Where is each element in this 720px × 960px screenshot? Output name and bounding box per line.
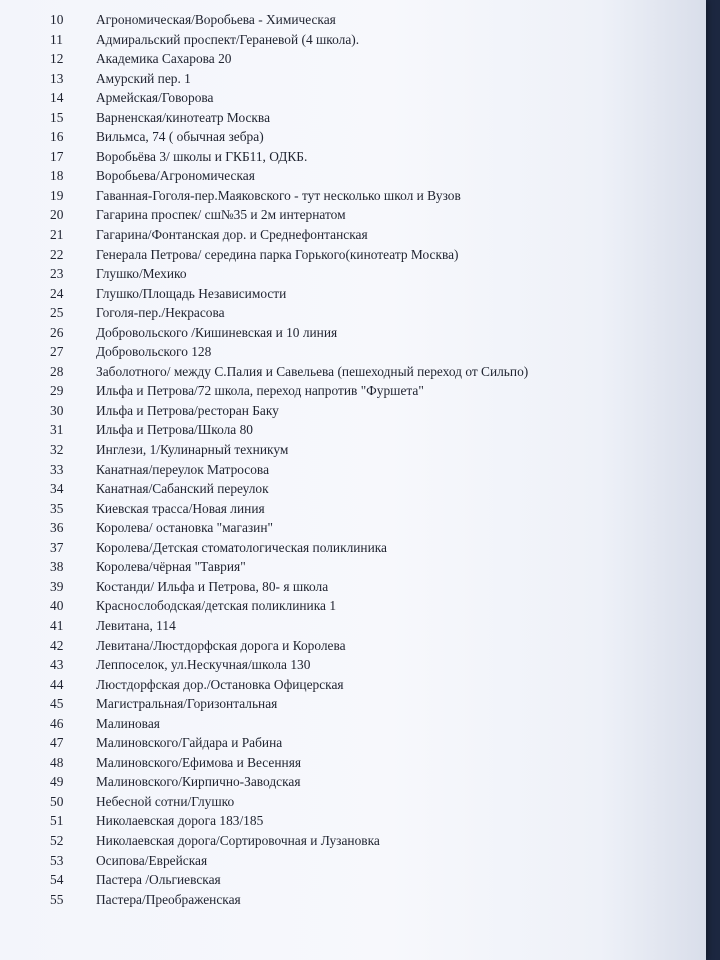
item-number: 18	[50, 168, 64, 184]
item-text: Ильфа и Петрова/Школа 80	[96, 422, 253, 438]
item-text: Ильфа и Петрова/ресторан Баку	[96, 402, 279, 418]
item-text: Армейская/Говорова	[96, 90, 214, 106]
item-number: 51	[50, 813, 64, 829]
item-number: 47	[50, 735, 64, 751]
item-number: 16	[50, 129, 64, 145]
item-text: Канатная/Сабанский переулок	[96, 481, 269, 497]
item-number: 36	[50, 520, 64, 536]
item-text: Краснослободская/детская поликлиника 1	[96, 598, 337, 614]
item-number: 45	[50, 696, 64, 712]
item-number: 31	[50, 422, 64, 438]
item-text: Осипова/Еврейская	[96, 852, 208, 868]
item-text: Николаевская дорога/Сортировочная и Лузановка	[96, 832, 380, 848]
item-text: Ильфа и Петрова/72 школа, переход напротив "Фуршета"	[96, 383, 424, 399]
item-text: Канатная/переулок Матросова	[96, 461, 270, 477]
item-number: 26	[50, 324, 64, 340]
item-number: 34	[50, 481, 64, 497]
item-text: Королева/чёрная "Таврия"	[96, 559, 246, 575]
item-text: Малиновского/Гайдара и Рабина	[96, 735, 283, 751]
item-text: Люстдорфская дор./Остановка Офицерская	[96, 676, 344, 692]
item-number: 41	[50, 617, 64, 633]
item-number: 10	[50, 12, 64, 27]
item-number: 12	[50, 51, 64, 67]
item-number: 55	[50, 891, 64, 907]
item-text: Николаевская дорога 183/185	[96, 813, 264, 829]
item-text: Костанди/ Ильфа и Петрова, 80- я школа	[96, 578, 329, 594]
item-text: Малиновского/Кирпично-Заводская	[96, 774, 301, 790]
item-number: 43	[50, 657, 64, 673]
item-number: 49	[50, 774, 64, 790]
item-text: Инглези, 1/Кулинарный техникум	[96, 442, 289, 458]
item-text: Заболотного/ между С.Палия и Савельева (пешеходный переход от Сильпо)	[96, 363, 529, 379]
item-number: 21	[50, 227, 64, 243]
item-text: Малиновского/Ефимова и Весенняя	[96, 754, 302, 770]
item-text: Амурский пер. 1	[96, 70, 191, 86]
item-text: Вильмса, 74 ( обычная зебра)	[96, 129, 264, 145]
item-number: 22	[50, 246, 64, 262]
item-number: 38	[50, 559, 64, 575]
item-number: 35	[50, 500, 64, 516]
item-text: Королева/Детская стоматологическая поликлиника	[96, 539, 388, 555]
item-text: Небесной сотни/Глушко	[96, 793, 235, 809]
item-number: 28	[50, 363, 64, 379]
item-text: Королева/ остановка "магазин"	[96, 520, 273, 536]
item-number: 54	[50, 872, 64, 888]
item-number: 37	[50, 539, 64, 555]
item-text: Левитана/Люстдорфская дорога и Королева	[96, 637, 346, 653]
item-number: 29	[50, 383, 64, 399]
item-text: Добровольского /Кишиневская и 10 линия	[96, 324, 338, 340]
item-text: Академика Сахарова 20	[96, 51, 232, 67]
item-text: Гагарина/Фонтанская дор. и Среднефонтанская	[96, 227, 368, 243]
item-text: Киевская трасса/Новая линия	[96, 500, 265, 516]
item-number: 17	[50, 148, 64, 164]
item-text: Левитана, 114	[96, 617, 176, 633]
item-number: 27	[50, 344, 64, 360]
item-number: 52	[50, 832, 64, 848]
item-number: 44	[50, 676, 64, 692]
item-text: Гаванная-Гоголя-пер.Маяковского - тут несколько школ и Вузов	[96, 187, 461, 203]
item-number: 14	[50, 90, 64, 106]
item-text: Пастера /Ольгиевская	[96, 872, 221, 888]
item-number: 50	[50, 793, 64, 809]
item-number: 13	[50, 70, 64, 86]
item-number: 39	[50, 578, 64, 594]
item-text: Магистральная/Горизонтальная	[96, 696, 278, 712]
item-text: Леппоселок, ул.Нескучная/школа 130	[96, 657, 311, 673]
item-text: Агрономическая/Воробьева - Химическая	[96, 12, 336, 27]
item-number: 32	[50, 442, 64, 458]
item-text: Варненская/кинотеатр Москва	[96, 109, 271, 125]
item-number: 53	[50, 852, 64, 868]
item-number: 25	[50, 305, 64, 321]
item-text: Воробьёва 3/ школы и ГКБ11, ОДКБ.	[96, 148, 308, 164]
item-number: 42	[50, 637, 64, 653]
item-text: Добровольского 128	[96, 344, 212, 360]
item-number: 33	[50, 461, 64, 477]
item-text: Гоголя-пер./Некрасова	[96, 305, 225, 321]
item-number: 15	[50, 109, 64, 125]
item-number: 23	[50, 266, 64, 282]
item-number: 46	[50, 715, 64, 731]
item-number: 24	[50, 285, 64, 301]
item-text: Генерала Петрова/ середина парка Горького(кинотеатр Москва)	[96, 246, 459, 262]
item-text: Адмиральский проспект/Гераневой (4 школа).	[96, 31, 360, 47]
item-number: 48	[50, 754, 64, 770]
item-number: 30	[50, 402, 64, 418]
item-number: 19	[50, 187, 64, 203]
item-text: Воробьева/Агрономическая	[96, 168, 255, 184]
item-text: Пастера/Преображенская	[96, 891, 241, 907]
item-number: 11	[50, 31, 63, 47]
item-text: Глушко/Мехико	[96, 266, 187, 282]
item-text: Гагарина проспек/ сш№35 и 2м интернатом	[96, 207, 346, 223]
item-text: Малиновая	[96, 715, 160, 731]
item-text: Глушко/Площадь Независимости	[96, 285, 287, 301]
item-number: 20	[50, 207, 64, 223]
item-number: 40	[50, 598, 64, 614]
